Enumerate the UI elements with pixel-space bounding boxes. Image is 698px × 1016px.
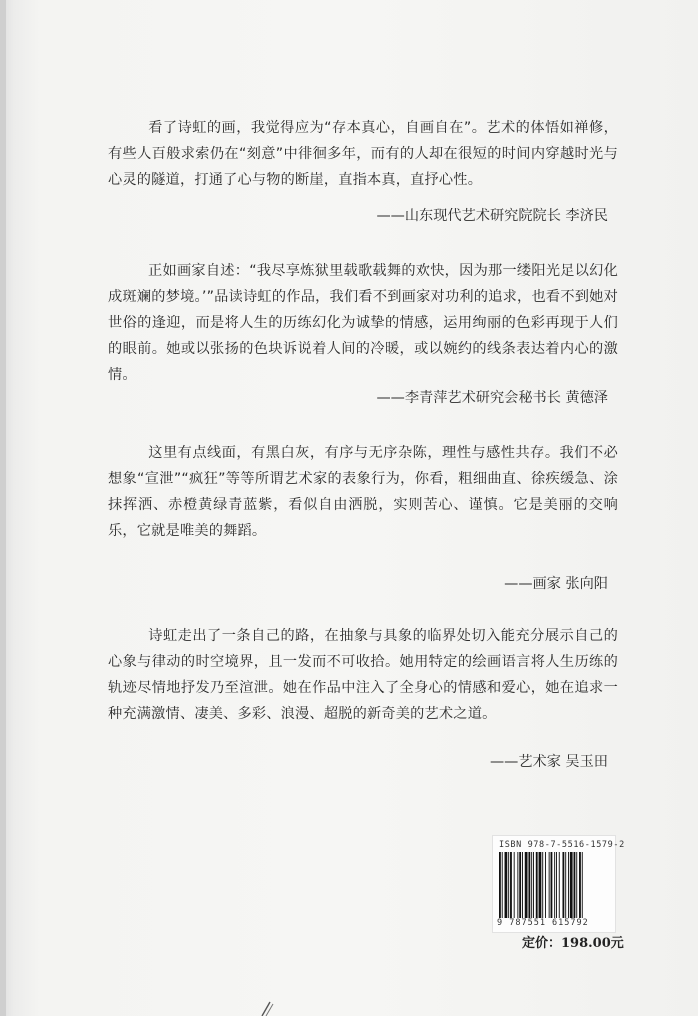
barcode-bars <box>499 852 611 918</box>
review-paragraph-2 <box>108 258 618 388</box>
barcode-bar <box>549 852 550 918</box>
review-paragraph-3 <box>108 440 618 544</box>
price-label: 定价：198.00元 <box>522 936 624 951</box>
barcode-bar <box>551 852 553 918</box>
review-text-2: 正如画家自述：“我尽享炼狱里载歌载舞的欢快，因为那一缕阳光足以幻化成斑斓的梦境。’”品读诗虹的作品，我们看不到画家对功利的追求，也看不到她对世俗的逢迎，而是将人生的历练幻化为诚挚的情感，运用绚丽的色彩再现于人们的眼前。她或以张扬的色块诉说着人间的冷暖，或以婉约的线条表达着内心的激情。 <box>108 263 618 383</box>
isbn-label: ISBN 978-7-5516-1579-2 <box>499 840 625 850</box>
barcode-bar <box>505 852 508 918</box>
barcode-bar <box>525 852 528 918</box>
barcode-bar <box>508 852 509 918</box>
barcode-bar <box>570 852 573 918</box>
barcode-bar <box>533 852 534 918</box>
review-attribution-2: ——李青萍艺术研究会秘书长 黄德泽 <box>376 390 608 406</box>
barcode-bar <box>522 852 523 918</box>
barcode-bar <box>545 852 546 918</box>
review-attribution-1: ——山东现代艺术研究院院长 李济民 <box>376 208 608 224</box>
review-paragraph-4 <box>108 623 618 727</box>
barcode-bar <box>559 852 560 918</box>
barcode-bar <box>562 852 564 918</box>
review-text-4: 诗虹走出了一条自己的路，在抽象与具象的临界处切入能充分展示自己的心象与律动的时空境界，且一发而不可收拾。她用特定的绘画语言将人生历练的轨迹尽情地抒发乃至渲泄。她在作品中注入了全身心的情感和爱心，她在追求一种充满激情、凄美、多彩、浪漫、超脱的新奇美的艺术之道。 <box>108 628 618 722</box>
review-paragraph-1 <box>108 115 618 193</box>
barcode-bar <box>514 852 515 918</box>
barcode-bar <box>536 852 538 918</box>
barcode-bar <box>528 852 530 918</box>
barcode-bar <box>565 852 566 918</box>
spine-edge <box>0 0 6 1016</box>
barcode-bar <box>576 852 577 918</box>
barcode-bar <box>542 852 543 918</box>
barcode-bar <box>510 852 512 918</box>
barcode-bar <box>531 852 532 918</box>
review-attribution-3: ——画家 张向阳 <box>504 576 608 592</box>
barcode-bar <box>556 852 557 918</box>
bottom-edge-mark <box>258 996 278 1016</box>
review-text-3: 这里有点线面，有黑白灰，有序与无序杂陈，理性与感性共存。我们不必想象“宣泄”“疯狂”等等所谓艺术家的表象行为，你看，粗细曲直、徐疾缓急、涂抹挥洒、赤橙黄绿青蓝紫，看似自由洒脱，实则苦心、谨慎。它是美丽的交响乐，它就是唯美的舞蹈。 <box>108 445 618 539</box>
barcode-bar <box>539 852 542 918</box>
barcode-bar <box>568 852 569 918</box>
barcode-bar <box>519 852 521 918</box>
barcode-bar <box>517 852 518 918</box>
review-attribution-4: ——艺术家 吴玉田 <box>489 754 608 770</box>
barcode-bar <box>574 852 576 918</box>
barcode-digits: 9 787551 615792 <box>497 918 589 928</box>
barcode-bar <box>582 852 583 918</box>
review-text-1: 看了诗虹的画，我觉得应为“存本真心，自画自在”。艺术的体悟如禅修，有些人百般求索仍在“刻意”中徘徊多年，而有的人却在很短的时间内穿越时光与心灵的隧道，打通了心与物的断崖，直指本真，直抒心性。 <box>108 120 618 188</box>
barcode-bar <box>554 852 555 918</box>
barcode-bar <box>502 852 503 918</box>
barcode-bar <box>579 852 581 918</box>
isbn-barcode <box>492 835 625 933</box>
barcode-bar <box>499 852 501 918</box>
